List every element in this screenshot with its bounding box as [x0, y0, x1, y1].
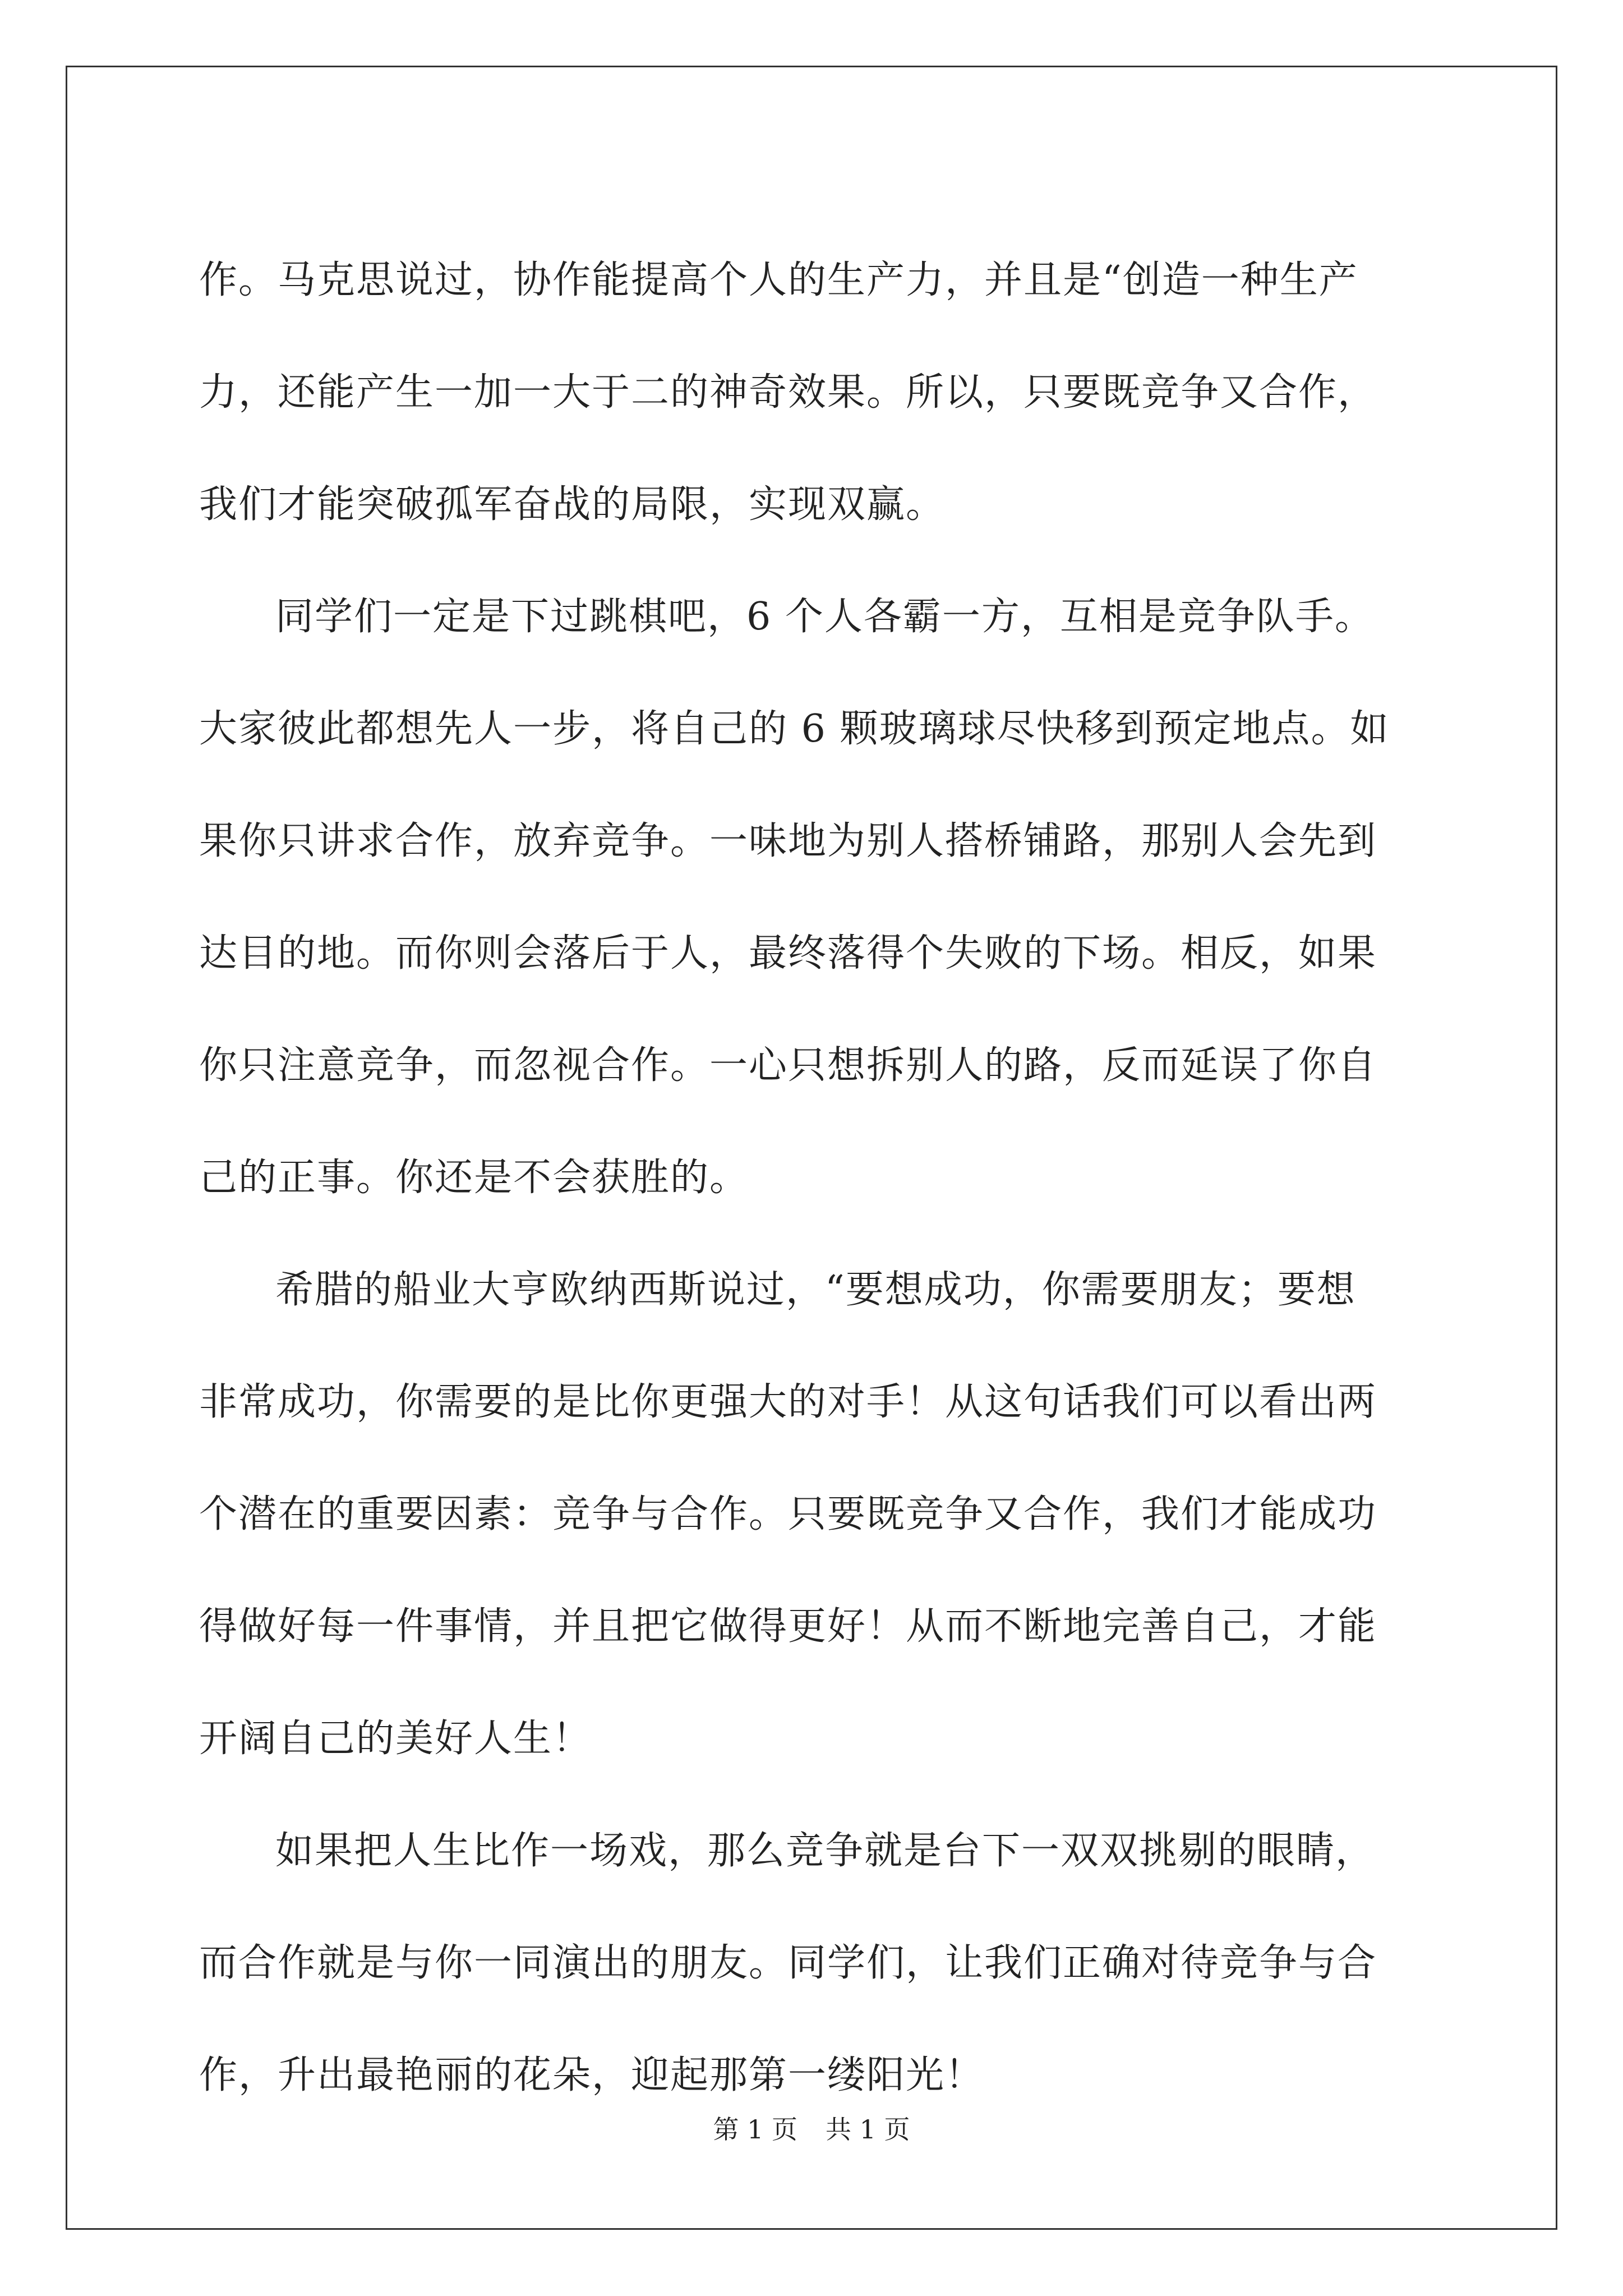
text-line: 得做好每一件事情，并且把它做得更好！从而不断地完善自己，才能 — [199, 1604, 1377, 1649]
text-line: 大家彼此都想先人一步，将自己的 6 颗玻璃球尽快移到预定地点。如 — [199, 707, 1390, 751]
text-line: 作，升出最艳丽的花朵，迎起那第一缕阳光！ — [199, 2053, 985, 2097]
text-line: 开阔自己的美好人生！ — [199, 1717, 592, 1761]
text-line: 作。马克思说过，协作能提高个人的生产力，并且是“创造一种生产 — [199, 258, 1358, 302]
total-pages: 共 1 页 — [826, 2114, 910, 2145]
text-line: 己的正事。你还是不会获胜的。 — [199, 1156, 749, 1200]
text-line: 达目的地。而你则会落后于人，最终落得个失败的下场。相反，如果 — [199, 931, 1377, 976]
document-body — [199, 224, 1433, 2132]
text-line: 个潜在的重要因素：竞争与合作。只要既竞争又合作，我们才能成功 — [199, 1492, 1377, 1536]
text-line: 非常成功，你需要的是比你更强大的对手！从这句话我们可以看出两 — [199, 1380, 1377, 1424]
text-line: 力，还能产生一加一大于二的神奇效果。所以，只要既竞争又合作， — [199, 370, 1377, 415]
page-footer — [0, 2109, 1623, 2146]
paragraph-start-line: 希腊的船业大亨欧纳西斯说过，“要想成功，你需要朋友；要想 — [275, 1268, 1356, 1312]
text-line: 我们才能突破孤军奋战的局限，实现双赢。 — [199, 482, 946, 527]
text-line: 你只注意竞争，而忽视合作。一心只想拆别人的路，反而延误了你自 — [199, 1043, 1377, 1088]
page-number: 第 1 页 — [713, 2114, 797, 2145]
paragraph-start-line: 同学们一定是下过跳棋吧，6 个人各霸一方，互相是竞争队手。 — [275, 595, 1374, 639]
text-line: 果你只讲求合作，放弃竞争。一味地为别人搭桥铺路，那别人会先到 — [199, 819, 1377, 863]
text-line: 而合作就是与你一同演出的朋友。同学们，让我们正确对待竞争与合 — [199, 1941, 1377, 1985]
paragraph-start-line: 如果把人生比作一场戏，那么竞争就是台下一双双挑剔的眼睛， — [275, 1829, 1375, 1873]
